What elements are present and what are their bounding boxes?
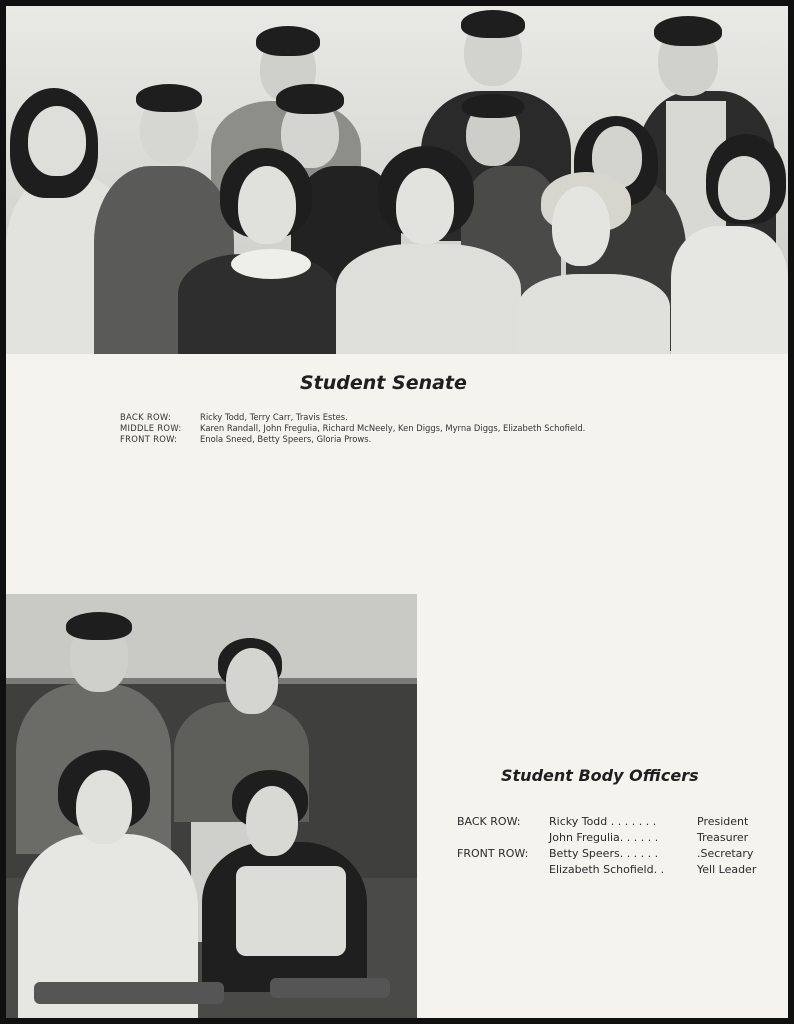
row-names: Karen Randall, John Fregulia, Richard McNeely, Ken Diggs, Myrna Diggs, Elizabeth Schofield. <box>200 423 586 433</box>
row-label: BACK ROW: <box>120 412 172 422</box>
row-label <box>457 830 549 846</box>
officer-role: .Secretary <box>697 847 754 860</box>
officer-role: Yell Leader <box>697 863 757 876</box>
officers-list <box>457 814 757 878</box>
officer-row <box>457 846 757 862</box>
row-label <box>457 862 549 878</box>
officer-row <box>457 862 757 878</box>
officer-role: President <box>697 815 749 828</box>
student-body-officers-title: Student Body Officers <box>501 766 699 785</box>
student-senate-photo <box>6 6 788 354</box>
row-label: MIDDLE ROW: <box>120 423 182 433</box>
row-names: Ricky Todd, Terry Carr, Travis Estes. <box>200 412 348 422</box>
officer-row <box>457 814 757 830</box>
student-body-officers-photo <box>6 594 417 1018</box>
caption-back-row <box>120 412 585 423</box>
officer-name: Betty Speers. . . . . . <box>549 847 659 860</box>
caption-front-row <box>120 434 585 445</box>
row-label: FRONT ROW: <box>457 847 529 860</box>
officer-name: Ricky Todd . . . . . . . <box>549 815 657 828</box>
row-label: FRONT ROW: <box>120 434 178 444</box>
row-names: Enola Sneed, Betty Speers, Gloria Prows. <box>200 434 372 444</box>
officer-name: Elizabeth Schofield. . <box>549 863 665 876</box>
officer-row <box>457 830 757 846</box>
student-senate-title: Student Senate <box>300 372 467 394</box>
officer-role: Treasurer <box>697 831 749 844</box>
row-label: BACK ROW: <box>457 815 521 828</box>
student-senate-caption <box>120 412 585 445</box>
yearbook-page <box>6 6 788 1018</box>
officer-name: John Fregulia. . . . . . <box>549 831 659 844</box>
caption-middle-row <box>120 423 585 434</box>
